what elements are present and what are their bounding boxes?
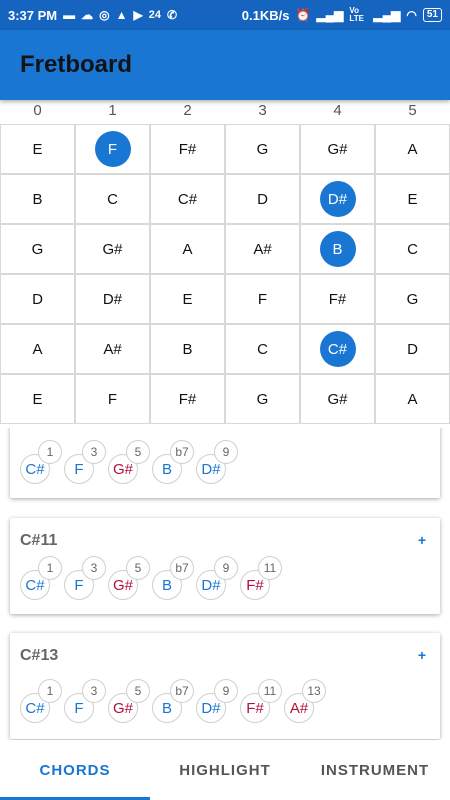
fret-cell[interactable]	[150, 274, 225, 324]
fret-note-label: A	[407, 140, 418, 158]
fret-note-label: F#	[328, 290, 347, 308]
interval-badge: 1	[38, 679, 62, 703]
fret-cell[interactable]	[375, 374, 450, 424]
chord-note[interactable]	[196, 561, 240, 600]
note-name: D#	[196, 693, 226, 723]
chord-note[interactable]	[64, 684, 108, 723]
fret-cell[interactable]	[300, 224, 375, 274]
chord-note[interactable]	[196, 684, 240, 723]
status-count: 24	[148, 9, 161, 21]
fret-note-label: G#	[327, 390, 348, 408]
fret-note-label: B	[320, 231, 356, 267]
fret-cell[interactable]	[75, 274, 150, 324]
interval-badge: 1	[38, 556, 62, 580]
chord-note[interactable]	[152, 684, 196, 723]
fret-note-label: C	[107, 190, 118, 208]
note-name: F#	[240, 570, 270, 600]
fret-note-label: F	[95, 131, 131, 167]
chord-name: C#13	[20, 647, 59, 664]
phone-icon: ✆	[167, 8, 178, 22]
chord-note[interactable]	[64, 561, 108, 600]
interval-badge: 3	[82, 556, 106, 580]
fret-note-label: A#	[103, 340, 122, 358]
chord-note[interactable]	[240, 561, 284, 600]
interval-badge: 11	[258, 556, 282, 580]
fret-cell[interactable]	[150, 224, 225, 274]
fret-note-label: A	[407, 390, 418, 408]
fret-cell[interactable]	[375, 224, 450, 274]
chord-note[interactable]	[108, 445, 152, 484]
chord-note[interactable]	[284, 684, 328, 723]
alarm-icon: ⏰	[295, 8, 311, 22]
chord-notes	[20, 561, 284, 600]
chord-notes	[20, 684, 328, 723]
fret-note-label: D	[32, 290, 43, 308]
note-name: C#	[20, 570, 50, 600]
note-name: D#	[196, 570, 226, 600]
interval-badge: 5	[126, 679, 150, 703]
interval-badge: 5	[126, 440, 150, 464]
status-bar	[0, 0, 450, 30]
fret-note-label: F	[107, 390, 118, 408]
interval-badge: 9	[214, 440, 238, 464]
fret-note-label: D	[407, 340, 418, 358]
fret-cell[interactable]	[75, 374, 150, 424]
fret-cell[interactable]	[150, 374, 225, 424]
interval-badge: 13	[302, 679, 326, 703]
fret-number: 3	[258, 102, 267, 119]
interval-badge: 9	[214, 679, 238, 703]
fret-number: 0	[33, 102, 42, 119]
fret-note-label: G	[256, 140, 269, 158]
battery-icon: 51	[423, 8, 442, 22]
note-name: C#	[20, 693, 50, 723]
fret-note-label: G#	[327, 140, 348, 158]
interval-badge: 9	[214, 556, 238, 580]
fret-note-label: A#	[253, 240, 272, 258]
note-name: F	[64, 693, 94, 723]
note-name: A#	[284, 693, 314, 723]
fret-cell[interactable]	[75, 324, 150, 374]
play-icon: ▶	[133, 8, 143, 22]
fret-note-label: G	[31, 240, 44, 258]
fret-note-label: C#	[177, 190, 198, 208]
whatsapp-icon: ◎	[99, 8, 110, 22]
chord-note[interactable]	[196, 445, 240, 484]
fret-number: 2	[183, 102, 192, 119]
wifi-icon: ◠	[406, 8, 417, 22]
note-name: F	[64, 454, 94, 484]
chord-card[interactable]	[10, 518, 440, 614]
add-chord-button[interactable]: +	[417, 647, 426, 663]
fret-note-label: C	[407, 240, 418, 258]
chord-note[interactable]	[152, 445, 196, 484]
fret-cell[interactable]	[0, 274, 75, 324]
fret-cell[interactable]	[300, 324, 375, 374]
fret-cell[interactable]	[150, 324, 225, 374]
status-left	[8, 8, 177, 23]
fret-note-label: B	[32, 190, 43, 208]
cloud-icon: ☁	[81, 8, 94, 22]
fret-number: 1	[108, 102, 117, 119]
fret-note-label: D#	[102, 290, 123, 308]
interval-badge: 3	[82, 679, 106, 703]
interval-badge: 1	[38, 440, 62, 464]
note-name: B	[152, 570, 182, 600]
interval-badge: 5	[126, 556, 150, 580]
fret-note-label: F#	[178, 390, 197, 408]
fret-note-label: E	[32, 390, 43, 408]
fret-note-label: G	[406, 290, 419, 308]
fret-note-label: B	[182, 340, 193, 358]
fret-note-label: F#	[178, 140, 197, 158]
note-name: B	[152, 693, 182, 723]
fret-note-label: C	[257, 340, 268, 358]
note-name: G#	[108, 693, 138, 723]
fret-cell[interactable]	[0, 374, 75, 424]
fretboard-grid	[0, 124, 450, 424]
chord-note[interactable]	[20, 561, 64, 600]
fret-note-label: D	[257, 190, 268, 208]
chord-note[interactable]	[108, 684, 152, 723]
fret-cell[interactable]	[225, 324, 300, 374]
fret-note-label: E	[407, 190, 418, 208]
fret-cell[interactable]	[300, 274, 375, 324]
fret-note-label: A	[182, 240, 193, 258]
fret-note-label: F	[257, 290, 268, 308]
interval-badge: 3	[82, 440, 106, 464]
chord-name: C#11	[20, 532, 58, 549]
interval-badge: 11	[258, 679, 282, 703]
signal-icon: ▂▄▆	[316, 8, 344, 22]
app-bar	[0, 30, 450, 100]
fret-number: 5	[408, 102, 417, 119]
fret-cell[interactable]	[150, 124, 225, 174]
fret-note-label: A	[32, 340, 43, 358]
tab-highlight[interactable]: HIGHLIGHT	[179, 761, 271, 779]
note-name: G#	[108, 570, 138, 600]
fret-cell[interactable]	[75, 124, 150, 174]
chord-note[interactable]	[20, 684, 64, 723]
chord-note[interactable]	[108, 561, 152, 600]
note-name: D#	[196, 454, 226, 484]
chord-list[interactable]	[0, 428, 450, 740]
chord-card[interactable]	[10, 428, 440, 498]
fret-numbers	[0, 102, 450, 124]
fret-cell[interactable]	[225, 374, 300, 424]
note-name: B	[152, 454, 182, 484]
chord-notes	[20, 445, 240, 484]
note-name: G#	[108, 454, 138, 484]
chord-card[interactable]	[10, 633, 440, 739]
interval-badge: b7	[170, 556, 194, 580]
tab-chords[interactable]: CHORDS	[0, 740, 150, 800]
network-speed: 0.1KB/s	[241, 7, 290, 23]
tab-instrument[interactable]: INSTRUMENT	[320, 761, 430, 779]
drive-icon: ▲	[115, 8, 128, 22]
interval-badge: b7	[170, 679, 194, 703]
fret-note-label: C#	[320, 331, 356, 367]
fret-cell[interactable]	[225, 274, 300, 324]
chord-note[interactable]	[20, 445, 64, 484]
fret-note-label: G#	[102, 240, 123, 258]
fret-cell[interactable]	[375, 324, 450, 374]
chord-note[interactable]	[240, 684, 284, 723]
fret-note-label: E	[32, 140, 43, 158]
fret-note-label: D#	[320, 181, 356, 217]
fret-cell[interactable]	[300, 124, 375, 174]
fret-cell[interactable]	[0, 174, 75, 224]
fret-cell[interactable]	[0, 324, 75, 374]
fret-cell[interactable]	[0, 224, 75, 274]
status-time: 3:37 PM	[8, 7, 58, 23]
note-name: F	[64, 570, 94, 600]
chord-note[interactable]	[64, 445, 108, 484]
fret-cell[interactable]	[300, 374, 375, 424]
bottom-tabs	[0, 740, 450, 800]
chat-icon: ▬	[63, 8, 76, 22]
fret-cell[interactable]	[225, 174, 300, 224]
fret-cell[interactable]	[375, 174, 450, 224]
signal2-icon: ▂▄▆	[373, 8, 401, 22]
note-name: C#	[20, 454, 50, 484]
fret-cell[interactable]	[225, 224, 300, 274]
add-chord-button[interactable]: +	[417, 532, 426, 548]
fret-cell[interactable]	[150, 174, 225, 224]
fret-cell[interactable]	[375, 124, 450, 174]
status-right	[242, 7, 442, 23]
fret-cell[interactable]	[300, 174, 375, 224]
fret-cell[interactable]	[0, 124, 75, 174]
fret-cell[interactable]	[75, 174, 150, 224]
fret-cell[interactable]	[375, 274, 450, 324]
interval-badge: b7	[170, 440, 194, 464]
fret-note-label: E	[182, 290, 193, 308]
fret-cell[interactable]	[225, 124, 300, 174]
fret-number: 4	[333, 102, 342, 119]
fret-cell[interactable]	[75, 224, 150, 274]
app-title: Fretboard	[20, 51, 133, 78]
chord-note[interactable]	[152, 561, 196, 600]
note-name: F#	[240, 693, 270, 723]
fret-note-label: G	[256, 390, 269, 408]
lte-label: Vo LTE	[349, 6, 364, 23]
